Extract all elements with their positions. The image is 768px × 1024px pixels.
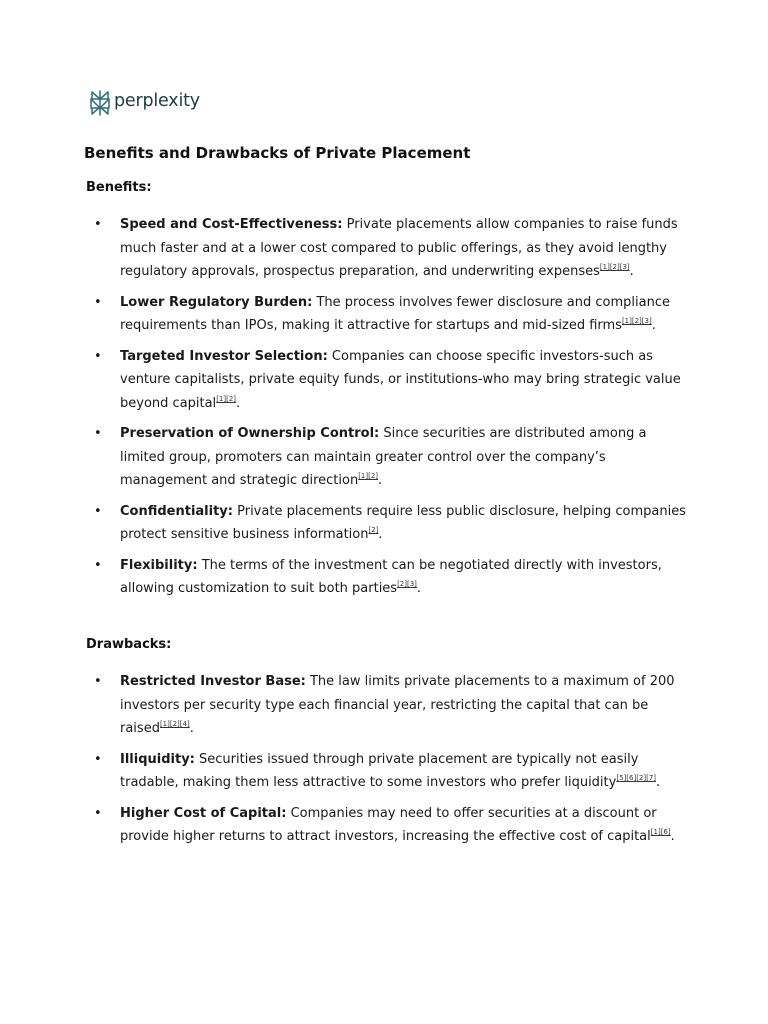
citation-link[interactable]: [2]: [169, 720, 180, 728]
bullet-icon: •: [94, 426, 102, 441]
bullet-icon: •: [94, 348, 102, 364]
item-end-punctuation: .: [378, 527, 383, 542]
citation-link[interactable]: [1]: [358, 472, 369, 480]
citation-link[interactable]: [2]: [631, 317, 642, 325]
bullet-icon: •: [94, 751, 102, 767]
citation-link[interactable]: [3]: [619, 263, 630, 271]
citation-link[interactable]: [2]: [368, 526, 379, 534]
item-label: Confidentiality:: [120, 503, 233, 519]
citation-link[interactable]: [4]: [179, 720, 190, 728]
item-end-punctuation: .: [236, 395, 241, 411]
item-text: The law limits private placements to a maximum of 200 investors per security type each financial year, restricting the capital that can be raised: [120, 674, 675, 736]
bullet-icon: •: [94, 217, 102, 232]
item-text: Private placements allow companies to raise funds much faster and at a lower cost compared to public offerings, as they avoid lengthy regulatory approvals, prospectus preparation, and underwriting expenses: [120, 217, 678, 279]
item-end-punctuation: .: [670, 829, 675, 844]
list-item: [94, 802, 694, 849]
citation-link[interactable]: [2]: [609, 263, 620, 271]
citation-link[interactable]: [2]: [226, 394, 237, 403]
item-text: Companies may need to offer securities at a discount or provide higher returns to attract investors, increasing the effective cost of capital: [120, 805, 657, 844]
citation-link[interactable]: [2]: [397, 580, 407, 588]
list-item: [94, 670, 694, 741]
drawbacks-heading: Drawbacks:: [86, 637, 172, 652]
item-end-punctuation: .: [629, 264, 634, 279]
citation-link[interactable]: [5]: [616, 774, 627, 782]
item-text: Securities issued through private placement are typically not easily tradable, making them less attractive to some investors who prefer liquidity: [120, 751, 639, 790]
drawbacks-list: [94, 670, 694, 856]
item-label: Targeted Investor Selection:: [120, 348, 328, 364]
item-label: Preservation of Ownership Control:: [120, 426, 380, 441]
list-item: [94, 554, 694, 601]
item-label: Restricted Investor Base:: [120, 674, 306, 689]
item-text: Private placements require less public disclosure, helping companies protect sensitive business information: [120, 503, 686, 542]
bullet-icon: •: [94, 805, 102, 821]
item-label: Flexibility:: [120, 557, 198, 573]
perplexity-logo: [89, 90, 200, 116]
item-end-punctuation: .: [651, 318, 656, 333]
bullet-icon: •: [94, 503, 102, 519]
perplexity-logo-icon: [89, 90, 111, 116]
benefits-list: [94, 213, 694, 608]
item-text: The terms of the investment can be negotiated directly with investors, allowing customization to suit both parties: [120, 557, 662, 596]
benefits-heading: Benefits:: [86, 180, 152, 195]
item-end-punctuation: .: [656, 775, 661, 790]
item-label: Lower Regulatory Burden:: [120, 294, 313, 310]
citation-link[interactable]: [1]: [159, 720, 170, 728]
item-label: Speed and Cost-Effectiveness:: [120, 217, 343, 232]
bullet-icon: •: [94, 557, 102, 573]
item-text: Since securities are distributed among a limited group, promoters can maintain greater control over the company’s management and strategic direction: [120, 426, 647, 488]
citation-link[interactable]: [2]: [368, 472, 379, 480]
citation-link[interactable]: [1]: [599, 263, 610, 271]
citation-link[interactable]: [1]: [216, 394, 227, 403]
citation-link[interactable]: [6]: [660, 828, 671, 836]
item-end-punctuation: .: [378, 473, 383, 488]
citation-link[interactable]: [1]: [650, 828, 661, 836]
citation-link[interactable]: [7]: [646, 774, 657, 782]
brand-name: perplexity: [114, 91, 200, 112]
list-item: [94, 291, 694, 338]
citation-link[interactable]: [3]: [641, 317, 652, 325]
list-item: [94, 213, 694, 284]
item-end-punctuation: .: [189, 721, 194, 736]
item-label: Higher Cost of Capital:: [120, 805, 287, 821]
list-item: [94, 422, 694, 493]
citation-link[interactable]: [6]: [626, 774, 637, 782]
list-item: [94, 500, 694, 547]
list-item: [94, 345, 694, 416]
citation-link[interactable]: [3]: [407, 580, 417, 588]
bullet-icon: •: [94, 674, 102, 689]
bullet-icon: •: [94, 294, 102, 310]
item-text: Companies can choose specific investors-such as venture capitalists, private equity funds, or institutions-who may bring strategic value beyond capital: [120, 348, 681, 411]
item-end-punctuation: .: [416, 581, 422, 596]
item-label: Illiquidity:: [120, 751, 195, 767]
citation-link[interactable]: [2]: [636, 774, 647, 782]
page-title: Benefits and Drawbacks of Private Placement: [84, 144, 471, 162]
list-item: [94, 748, 694, 795]
item-text: The process involves fewer disclosure and compliance requirements than IPOs, making it attractive for startups and mid-sized firms: [120, 294, 670, 333]
citation-link[interactable]: [1]: [621, 317, 632, 325]
